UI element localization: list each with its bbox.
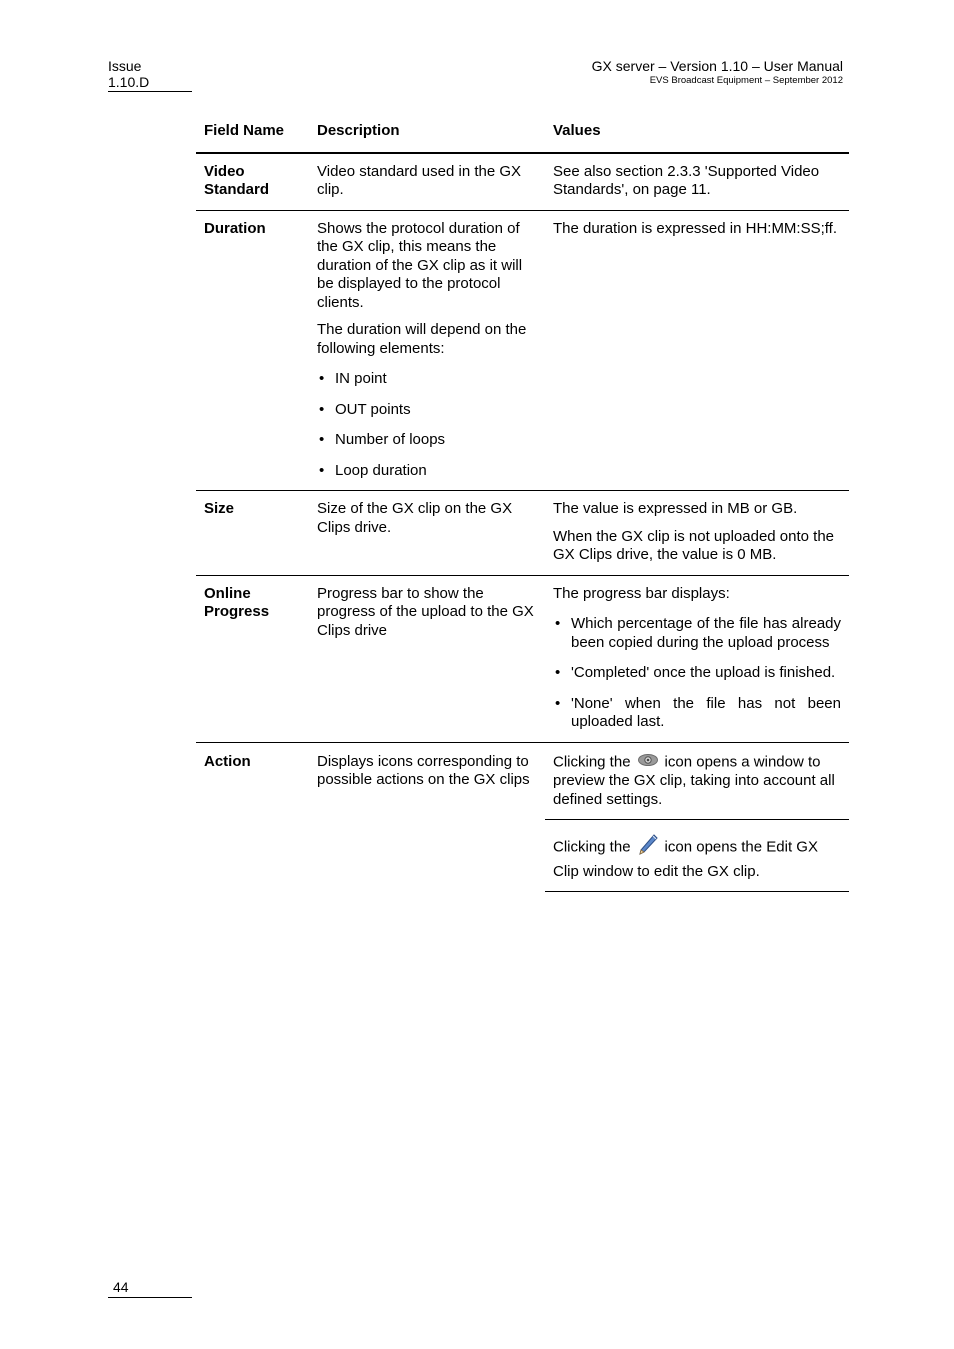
value-paragraph: When the GX clip is not uploaded onto the GX Clips drive, the value is 0 MB. [553,527,835,563]
field-description: Displays icons corresponding to possible actions on the GX clips [317,752,530,788]
issue-label: Issue [108,58,142,74]
issue-block [108,58,192,90]
field-name: Action [204,752,251,770]
list-item: • Which percentage of the file has already been copied during the upload process [553,615,841,652]
edit-text-after: icon opens the Edit GX Clip window to edit the GX clip. [553,838,818,880]
field-name: Duration [204,219,266,237]
table-row-online-progress [196,576,849,743]
field-name: Online Progress [204,584,270,620]
list-item: • 'Completed' once the upload is finished. [553,664,841,683]
preview-text-before: Clicking the [553,753,631,771]
field-description: Video standard used in the GX clip. [317,162,522,198]
field-name: Size [204,500,235,517]
column-header-values: Values [553,122,601,139]
field-values: The duration is expressed in HH:MM:SS;ff. [553,219,838,237]
table-row-video-standard [196,154,849,211]
field-values [545,500,849,565]
preview-text-after: icon opens a window to preview the GX clip, taking into account all defined settings. [553,753,835,808]
description-paragraph: Shows the protocol duration of the GX clip, this means the duration of the GX clip as it will be displayed to the protocol clients. [317,219,523,311]
list-item: • 'None' when the file has not been uploaded last. [553,695,841,732]
table-header-row [196,117,849,154]
list-item: • Loop duration [317,462,537,481]
field-values [545,585,849,732]
list-item: • Number of loops [317,431,537,450]
field-description [309,220,545,481]
description-paragraph: The duration will depend on the following elements: [317,321,527,357]
document-title-block [592,58,843,87]
progress-states-list [553,615,841,732]
table-row-size [196,491,849,576]
document-subtitle: EVS Broadcast Equipment – September 2012 [649,75,843,86]
document-title: GX server – Version 1.10 – User Manual [591,58,843,74]
list-item: • OUT points [317,401,537,420]
preview-eye-icon [637,753,659,773]
action-values [545,743,849,893]
column-header-description: Description [317,122,400,139]
field-description: Progress bar to show the progress of the upload to the GX Clips drive [317,584,534,639]
action-preview-cell [545,743,849,821]
field-description: Size of the GX clip on the GX Clips drive. [317,500,513,536]
table-row-action [196,743,849,893]
duration-elements-list [317,370,537,480]
value-paragraph: The progress bar displays: [553,584,730,602]
field-name: Video Standard [204,162,270,198]
pencil-icon [637,833,659,863]
issue-number: 1.10.D [108,74,150,90]
table-row-duration [196,211,849,492]
edit-text-before: Clicking the [553,838,631,856]
footer-rule [108,1297,192,1298]
field-values: See also section 2.3.3 'Supported Video Standards', on page 11. [553,162,820,198]
column-header-field-name: Field Name [204,122,285,139]
page-number: 44 [113,1279,129,1295]
value-paragraph: The value is expressed in MB or GB. [553,500,798,517]
list-item: • IN point [317,370,537,389]
header-rule [108,91,192,92]
action-edit-cell [545,820,849,892]
field-table [196,117,849,892]
